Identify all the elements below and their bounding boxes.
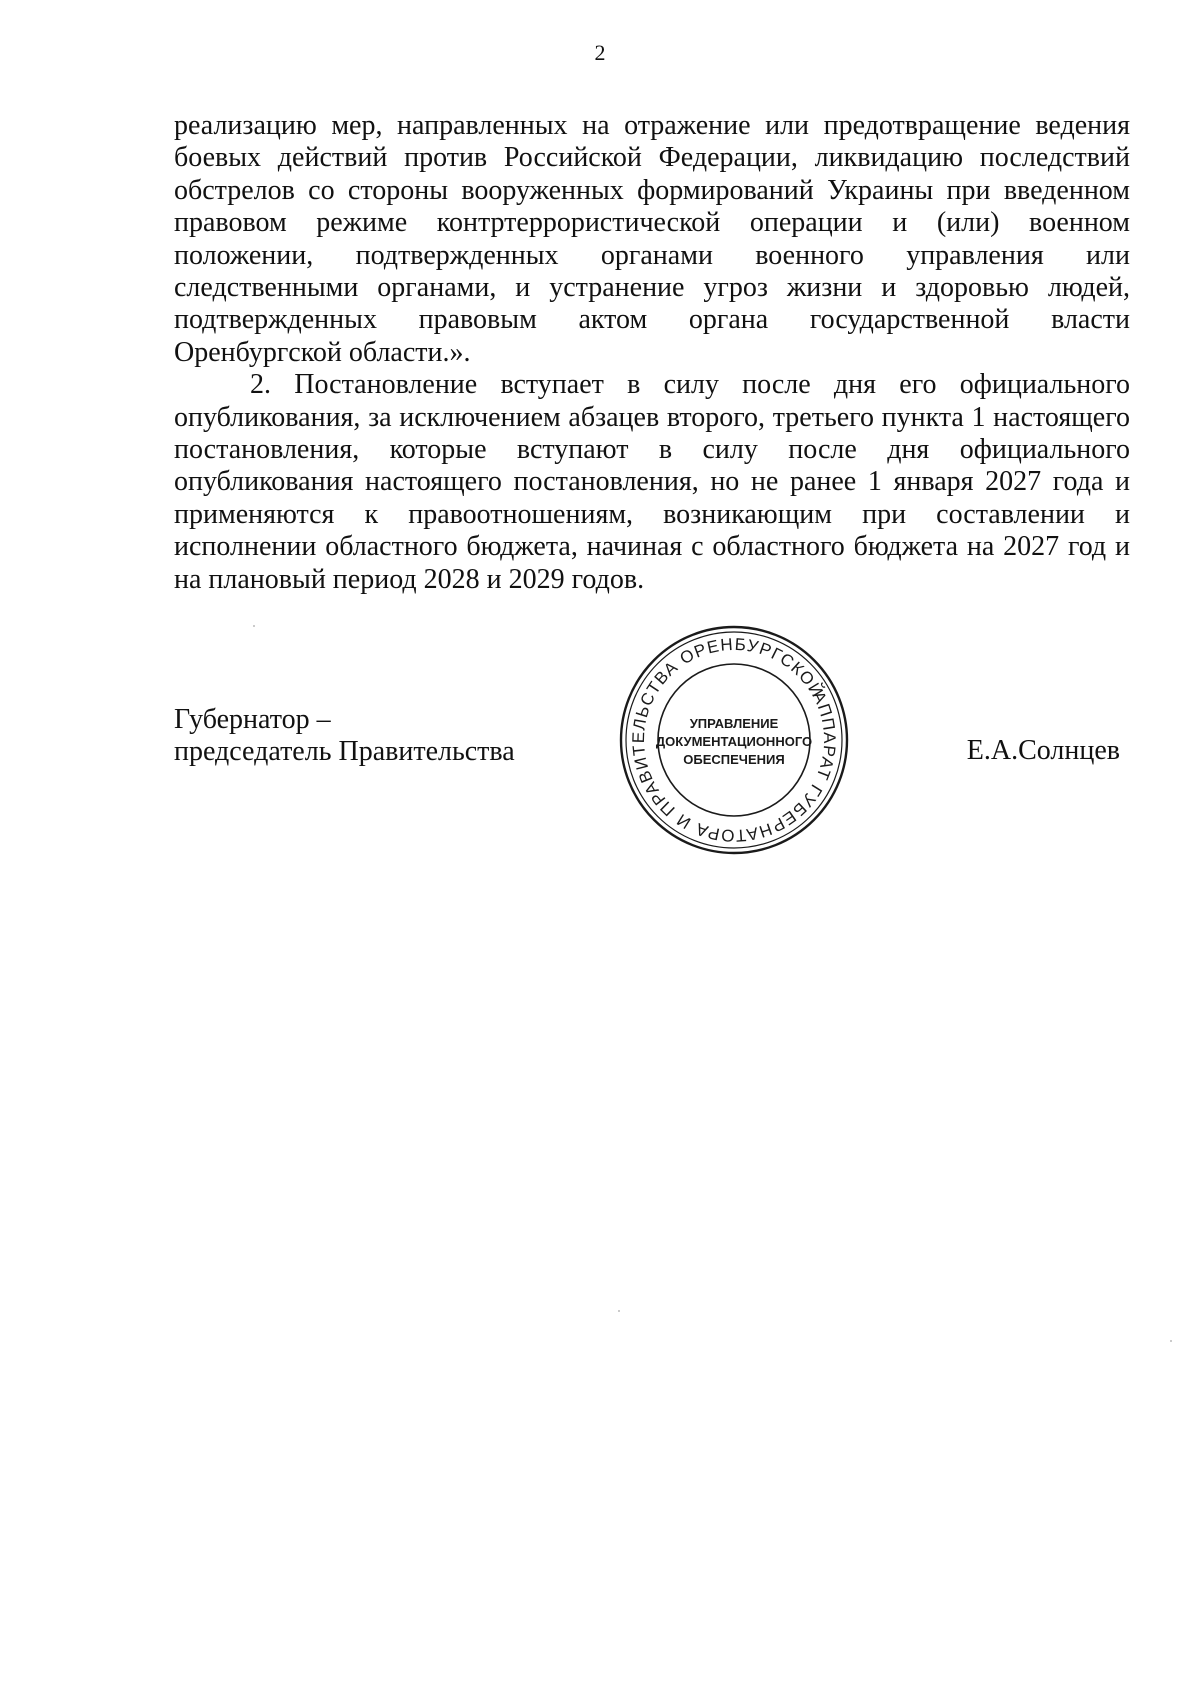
seal-center-line2: ДОКУМЕНТАЦИОННОГО — [655, 734, 813, 749]
scan-speck — [253, 625, 255, 627]
paragraph-continuation: реализацию мер, направленных на отражение или предотвращение ведения боевых действий против Российской Федерации, ликвидацию последствий обстрелов со стороны вооруженных формирований Украины при введенном правовом режиме контртеррористической операции и (или) военном положении, подтвержденных органами военного управления или следственными органами, и устранение угроз жизни и здоровью людей, подтвержденных правовым актом органа государственной власти Оренбургской области.». — [174, 110, 1130, 368]
signatory-position — [174, 704, 515, 769]
seal-center-line3: ОБЕСПЕЧЕНИЯ — [683, 752, 785, 767]
scan-speck — [1170, 1340, 1172, 1342]
scan-speck — [618, 1310, 620, 1312]
page-number: 2 — [594, 40, 606, 65]
seal-ring-text: АППАРАТ ГУБЕРНАТОРА И ПРАВИТЕЛЬСТВА ОРЕНБУРГСКОЙ — [628, 634, 840, 846]
seal-center-line1: УПРАВЛЕНИЕ — [689, 716, 779, 731]
signatory-position-line2: председатель Правительства — [174, 736, 515, 768]
signatory-name: Е.А.Солнцев — [966, 735, 1120, 766]
official-seal — [616, 622, 852, 858]
seal-graphic — [616, 622, 852, 858]
paragraph-2: 2. Постановление вступает в силу после дня его официального опубликования, за исключением абзацев второго, третьего пункта 1 настоящего постановления, которые вступают в силу после дня официального опубликования настоящего постановления, но не ранее 1 января 2027 года и применяются к правоотношениям, возникающим при составлении и исполнении областного бюджета, начиная с областного бюджета на 2027 год и на плановый период 2028 и 2029 годов. — [174, 369, 1130, 595]
signatory-position-line1: Губернатор – — [174, 704, 331, 735]
document-body — [174, 110, 1130, 596]
